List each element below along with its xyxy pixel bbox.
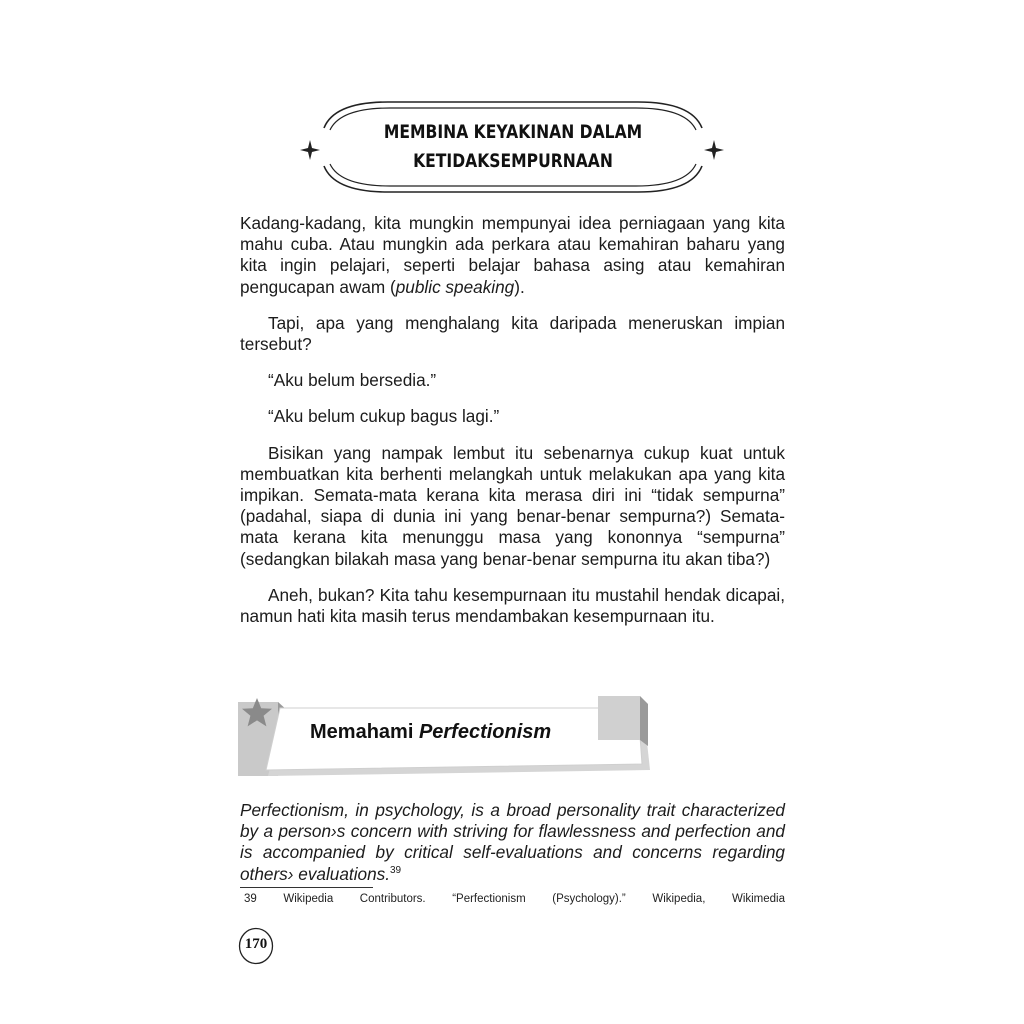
page-number-badge <box>238 927 274 965</box>
section-title-plain: Memahami <box>310 721 419 743</box>
paragraph-5: Bisikan yang nampak lembut itu sebenarnya cukup kuat untuk membuatkan kita berhenti melangkah untuk melakukan apa yang kita impikan. Semata-mata kerana kita merasa diri ini “tidak sempurna” (padahal, siapa di dunia ini yang benar-benar sempurna?) Semata-mata kerana kita menunggu masa yang kononnya “sempurna” (sedangkan bilakah masa yang benar-benar sempurna itu akan tiba?) <box>240 442 785 569</box>
paragraph-2: Tapi, apa yang menghalang kita daripada meneruskan impian tersebut? <box>240 312 785 355</box>
body-text <box>240 213 785 627</box>
section-banner <box>238 694 658 780</box>
paragraph-1-italic: public speaking <box>395 276 515 297</box>
page-number: 170 <box>244 936 268 952</box>
chapter-title <box>337 118 690 176</box>
section-title-italic: Perfectionism <box>418 721 552 743</box>
star-icon <box>238 694 276 732</box>
footnote-reference: 39 <box>390 864 402 876</box>
footnote-divider <box>240 887 373 888</box>
chapter-title-line2: KETIDAKSEMPURNAAN <box>413 150 613 172</box>
paragraph-1 <box>240 213 785 298</box>
chapter-title-line1: MEMBINA KEYAKINAN DALAM <box>383 121 643 143</box>
chapter-title-banner <box>298 98 728 196</box>
paragraph-3: “Aku belum bersedia.” <box>268 370 437 391</box>
left-sparkle-icon <box>300 140 320 160</box>
right-sparkle-icon <box>704 140 724 160</box>
footnote: 39 Wikipedia Contributors. “Perfectionism (Psychology).” Wikipedia, Wikimedia <box>244 893 785 905</box>
paragraph-4: “Aku belum cukup bagus lagi.” <box>268 406 500 427</box>
paragraph-1-end: ). <box>514 276 525 297</box>
paragraph-1-text: Kadang-kadang, kita mungkin mempunyai idea perniagaan yang kita mahu cuba. Atau mungkin ada perkara atau kemahiran baharu yang kita ingin pelajari, seperti belajar bahasa asing atau kemahiran pengucapan awam ( <box>240 213 785 297</box>
definition-quote <box>240 800 785 885</box>
section-title <box>310 721 551 744</box>
definition-text: Perfectionism, in psychology, is a broad personality trait characterized by a person›s concern with striving for flawlessness and perfection and is accompanied by critical self-evaluations and concerns regarding others› evaluations. <box>240 800 785 884</box>
paragraph-6: Aneh, bukan? Kita tahu kesempurnaan itu mustahil hendak dicapai, namun hati kita masih terus mendambakan kesempurnaan itu. <box>240 584 785 627</box>
